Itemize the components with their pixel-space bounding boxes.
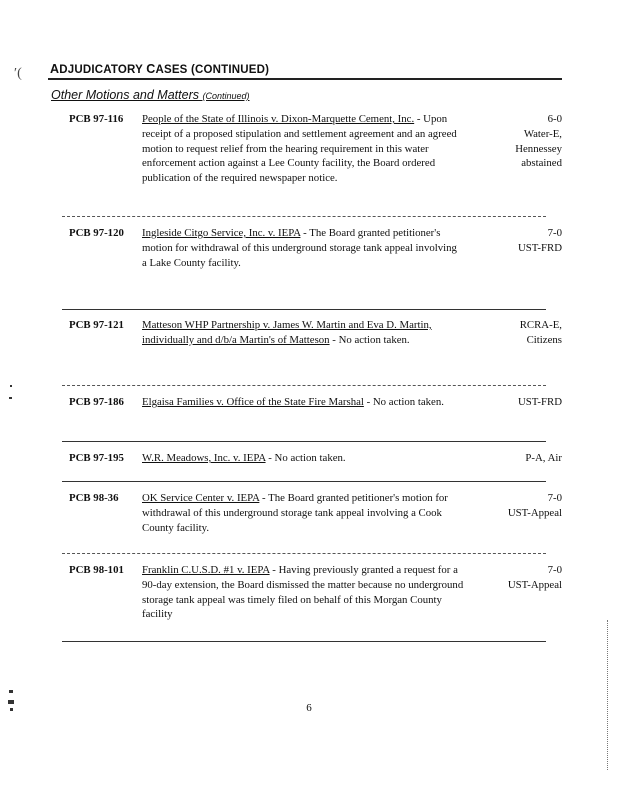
scan-edge-line <box>607 620 608 770</box>
scan-speck <box>10 385 12 387</box>
case-title: Elgaisa Families v. Office of the State Fire Marshal <box>142 396 364 408</box>
case-description <box>142 491 464 535</box>
subsection-header: Other Motions and Matters (Continued) <box>51 88 250 102</box>
separator <box>62 385 546 386</box>
case-number: PCB 97-116 <box>69 113 124 125</box>
case-vote: P-A, Air <box>525 452 562 464</box>
scan-speck <box>9 397 12 399</box>
case-number: PCB 97-121 <box>69 319 124 331</box>
case-summary: - Having previously granted a request for a 90-day extension, the Board dismissed the matter because no underground storage tank appeal was timely filed on behalf of this Morgan County facility <box>142 564 464 621</box>
case-description <box>142 395 464 410</box>
separator <box>62 441 546 442</box>
case-summary: - No action taken. <box>363 396 444 408</box>
case-title: OK Service Center v. IEPA <box>142 492 260 504</box>
case-vote: 6-0 Water-E, Hennessey abstained <box>515 113 562 170</box>
separator <box>62 641 546 642</box>
case-number: PCB 97-120 <box>69 227 124 239</box>
case-description <box>142 451 464 466</box>
case-number: PCB 98-36 <box>69 492 119 504</box>
header-rule <box>48 78 562 80</box>
case-summary: - No action taken. <box>329 333 410 346</box>
case-description <box>142 318 464 348</box>
case-summary: - The Board granted petitioner's motion for withdrawal of this underground storage tank appeal involving a Cook County facility. <box>142 492 448 534</box>
case-summary: - Upon receipt of a proposed stipulation and settlement agreement and an agreed motion to request relief from the hearing requirement in this water enforcement action against a Lee County facility, the Board ordered publication of the required newspaper notice. <box>142 113 457 185</box>
case-number: PCB 97-195 <box>69 452 124 464</box>
case-vote: RCRA-E, Citizens <box>519 319 562 346</box>
case-summary: - No action taken. <box>265 452 346 464</box>
case-summary: - The Board granted petitioner's motion for withdrawal of this underground storage tank appeal involving a Lake County facility. <box>142 227 457 269</box>
case-description <box>142 563 464 622</box>
case-title: W.R. Meadows, Inc. v. IEPA <box>142 452 266 464</box>
separator <box>62 309 546 310</box>
page-number: 6 <box>306 702 312 714</box>
case-vote: 7-0 UST-Appeal <box>507 492 562 519</box>
case-title: Matteson WHP Partnership v. James W. Martin and Eva D. Martin, individually and d/b/a Martin's of Matteson <box>142 319 432 346</box>
separator <box>62 481 546 482</box>
separator <box>62 216 546 217</box>
margin-mark: ′( <box>14 66 22 81</box>
case-vote: 7-0 UST-Appeal <box>507 564 562 591</box>
case-description <box>142 112 464 186</box>
case-vote: 7-0 UST-FRD <box>517 227 562 254</box>
section-header: ADJUDICATORY CASES (CONTINUED) <box>50 62 270 76</box>
case-number: PCB 97-186 <box>69 396 124 408</box>
scan-speck <box>9 690 13 693</box>
case-number: PCB 98-101 <box>69 564 124 576</box>
separator <box>62 553 546 554</box>
case-title: Franklin C.U.S.D. #1 v. IEPA <box>142 564 270 576</box>
case-vote: UST-FRD <box>517 396 562 408</box>
case-title: People of the State of Illinois v. Dixon-Marquette Cement, Inc. <box>142 113 415 125</box>
case-title: Ingleside Citgo Service, Inc. v. IEPA <box>142 227 301 239</box>
case-description <box>142 226 464 270</box>
